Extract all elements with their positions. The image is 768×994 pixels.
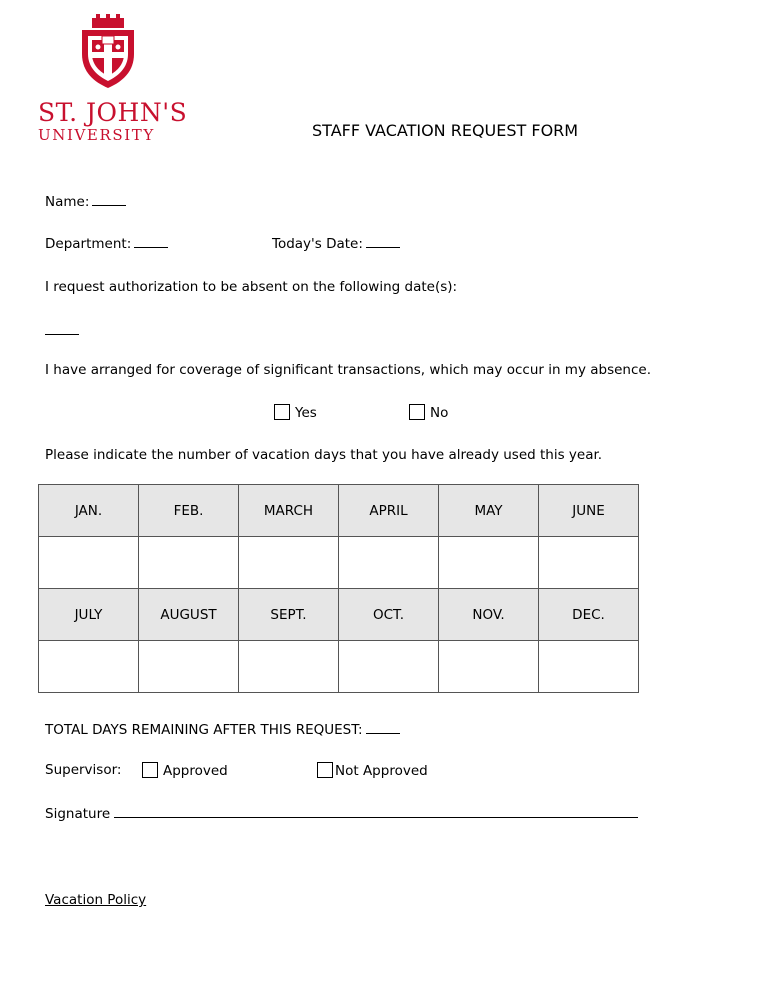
- days-cell[interactable]: [339, 537, 439, 589]
- month-header: MAY: [439, 485, 539, 537]
- department-label: Department:: [45, 236, 132, 252]
- days-cell[interactable]: [39, 641, 139, 693]
- signature-line[interactable]: [114, 805, 638, 818]
- vacation-days-table: [38, 484, 639, 693]
- month-header: AUGUST: [139, 589, 239, 641]
- today-date-blank[interactable]: [366, 235, 400, 248]
- yes-checkbox[interactable]: [274, 404, 290, 420]
- days-cell[interactable]: [339, 641, 439, 693]
- crest-icon: [38, 14, 178, 98]
- university-logo: [38, 14, 188, 144]
- logo-line2: UNIVERSITY: [38, 126, 155, 144]
- vacation-policy-heading: Vacation Policy: [45, 892, 147, 908]
- days-cell[interactable]: [539, 641, 639, 693]
- no-checkbox[interactable]: [409, 404, 425, 420]
- not-approved-checkbox[interactable]: [317, 762, 333, 778]
- days-cell[interactable]: [39, 537, 139, 589]
- today-date-field: [272, 235, 400, 252]
- approved-label: Approved: [163, 763, 228, 779]
- not-approved-option[interactable]: [317, 762, 428, 779]
- month-header: APRIL: [339, 485, 439, 537]
- total-remaining-field: [45, 721, 400, 738]
- days-cell[interactable]: [439, 537, 539, 589]
- month-header: JAN.: [39, 485, 139, 537]
- month-header: MARCH: [239, 485, 339, 537]
- days-cell[interactable]: [539, 537, 639, 589]
- name-blank[interactable]: [92, 193, 126, 206]
- signature-label: Signature: [45, 806, 111, 822]
- days-used-text: Please indicate the number of vacation days that you have already used this year.: [45, 447, 603, 463]
- request-text: I request authorization to be absent on the following date(s):: [45, 279, 458, 295]
- name-field: [45, 193, 126, 210]
- months-header-row-2: [39, 589, 639, 641]
- days-cell[interactable]: [139, 537, 239, 589]
- month-header: NOV.: [439, 589, 539, 641]
- department-field: [45, 235, 168, 252]
- logo-line1: ST. JOHN'S: [38, 98, 188, 127]
- coverage-text: I have arranged for coverage of significant transactions, which may occur in my absence.: [45, 362, 651, 378]
- no-label: No: [430, 405, 449, 421]
- department-blank[interactable]: [134, 235, 168, 248]
- month-header: FEB.: [139, 485, 239, 537]
- today-date-label: Today's Date:: [272, 236, 363, 252]
- total-remaining-label: TOTAL DAYS REMAINING AFTER THIS REQUEST:: [45, 722, 363, 738]
- month-header: SEPT.: [239, 589, 339, 641]
- approved-checkbox[interactable]: [142, 762, 158, 778]
- month-header: JULY: [39, 589, 139, 641]
- total-remaining-blank[interactable]: [366, 721, 400, 734]
- month-header: DEC.: [539, 589, 639, 641]
- yes-label: Yes: [295, 405, 317, 421]
- days-input-row-2: [39, 641, 639, 693]
- approved-option[interactable]: [142, 762, 228, 779]
- dates-blank[interactable]: [45, 322, 79, 335]
- form-title: STAFF VACATION REQUEST FORM: [312, 121, 579, 140]
- days-cell[interactable]: [239, 537, 339, 589]
- months-header-row-1: [39, 485, 639, 537]
- not-approved-label: Not Approved: [335, 763, 428, 779]
- signature-field: [45, 805, 638, 822]
- coverage-yes-option[interactable]: [274, 404, 317, 421]
- supervisor-label: Supervisor:: [45, 762, 122, 778]
- days-cell[interactable]: [239, 641, 339, 693]
- days-cell[interactable]: [439, 641, 539, 693]
- coverage-no-option[interactable]: [409, 404, 448, 421]
- days-cell[interactable]: [139, 641, 239, 693]
- days-input-row-1: [39, 537, 639, 589]
- name-label: Name:: [45, 194, 90, 210]
- month-header: OCT.: [339, 589, 439, 641]
- month-header: JUNE: [539, 485, 639, 537]
